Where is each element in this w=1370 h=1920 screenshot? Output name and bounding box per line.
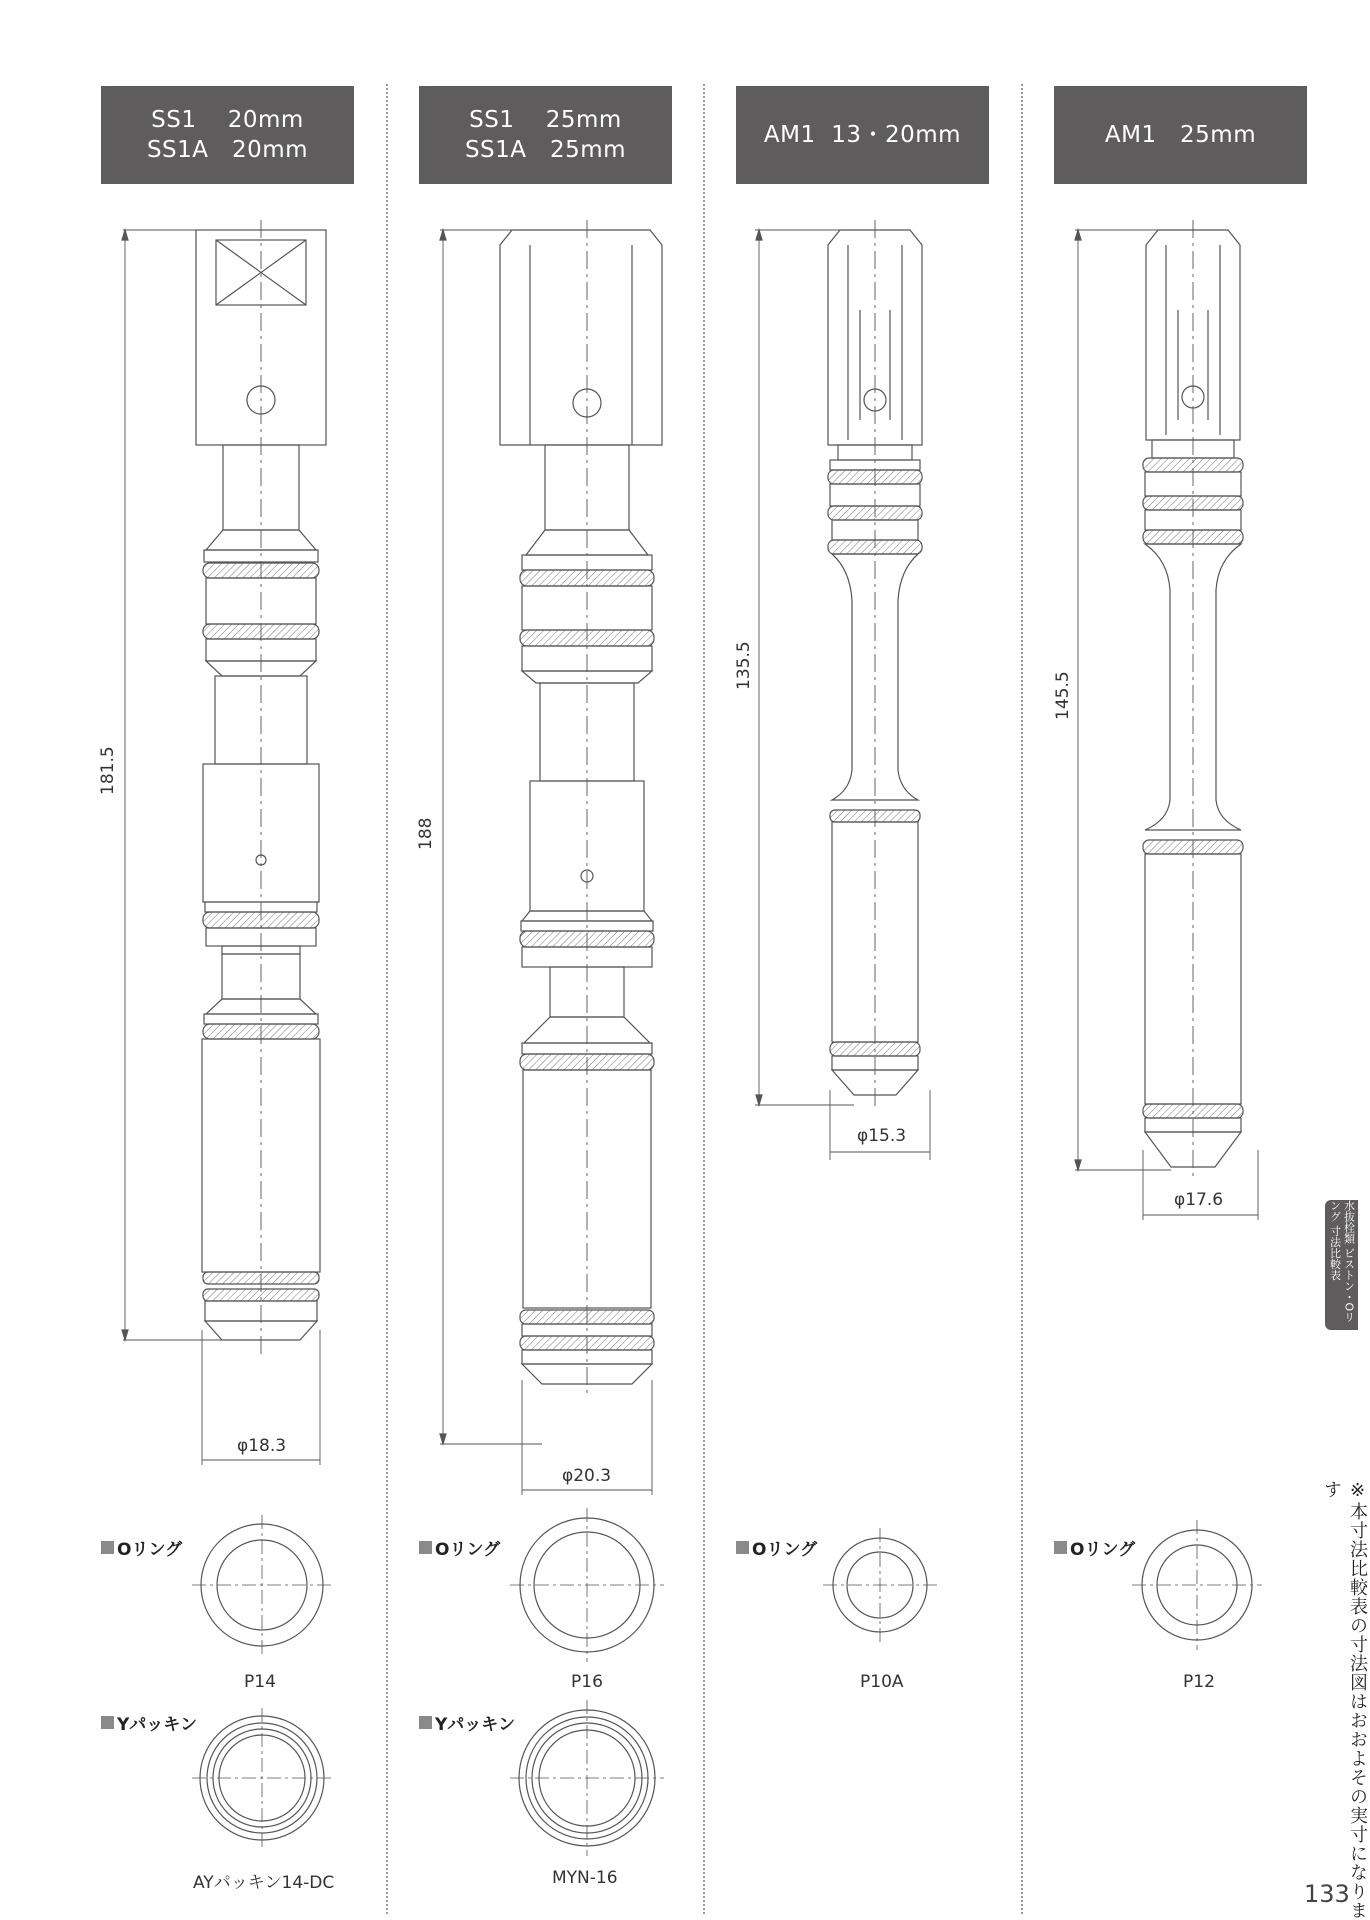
part-oring-col3: P10A — [860, 1672, 904, 1692]
piston-drawing-col2 — [440, 220, 662, 1495]
header-col2-line2: SS1A 25mm — [464, 137, 627, 163]
oring-col2 — [510, 1508, 664, 1662]
oring-col1 — [192, 1515, 332, 1655]
section-label-text: Yパッキン — [117, 1715, 198, 1735]
section-label-ypacking — [419, 1710, 515, 1735]
header-col2-line1: SS1 25mm — [469, 107, 622, 133]
square-bullet-icon — [736, 1541, 749, 1554]
oring-col4 — [1132, 1520, 1262, 1650]
header-col3-line1: AM1 13・20mm — [763, 122, 962, 148]
part-oring-col4: P12 — [1183, 1672, 1215, 1692]
header-col1-line1: SS1 20mm — [151, 107, 304, 133]
section-label-oring — [419, 1535, 500, 1560]
part-oring-col1: P14 — [244, 1672, 276, 1692]
ypacking-col2 — [510, 1700, 664, 1856]
section-label-text: Oリング — [117, 1540, 183, 1560]
dimension-diameter-col1: φ18.3 — [237, 1436, 287, 1456]
section-label-ypacking — [101, 1710, 197, 1735]
dimension-length-col1: 181.5 — [98, 746, 118, 795]
square-bullet-icon — [101, 1716, 114, 1729]
section-label-text: Oリング — [752, 1540, 818, 1560]
section-label-text: Oリング — [435, 1540, 501, 1560]
square-bullet-icon — [1054, 1541, 1067, 1554]
header-col4-line1: AM1 25mm — [1104, 122, 1257, 148]
section-label-text: Yパッキン — [435, 1715, 516, 1735]
header-col1-line2: SS1A 20mm — [146, 137, 309, 163]
ypacking-col1 — [192, 1708, 332, 1848]
section-label-oring — [736, 1535, 817, 1560]
page-number: 133 — [1304, 1880, 1350, 1908]
dimension-length-col4: 145.5 — [1053, 671, 1073, 720]
square-bullet-icon — [101, 1541, 114, 1554]
piston-drawing-col1 — [122, 220, 326, 1465]
square-bullet-icon — [419, 1541, 432, 1554]
piston-drawing-col4 — [1075, 220, 1258, 1220]
part-ypacking-col2: MYN-16 — [552, 1868, 618, 1888]
side-index-tab: 水抜栓類 ピストン・Oリング 寸法比較表 — [1325, 1200, 1358, 1330]
oring-col3 — [823, 1528, 937, 1642]
dimension-length-col3: 135.5 — [734, 641, 754, 690]
footnote: ※本寸法比較表の寸法図はおおよその実寸になります — [1321, 1480, 1368, 1920]
section-label-oring — [101, 1535, 182, 1560]
dimension-length-col2: 188 — [416, 817, 436, 850]
dimension-diameter-col3: φ15.3 — [857, 1126, 907, 1146]
section-label-oring — [1054, 1535, 1135, 1560]
part-oring-col2: P16 — [571, 1672, 603, 1692]
piston-drawing-col3 — [755, 220, 930, 1160]
part-ypacking-col1: AYパッキン14-DC — [193, 1873, 335, 1893]
square-bullet-icon — [419, 1716, 432, 1729]
dimension-diameter-col4: φ17.6 — [1174, 1190, 1224, 1210]
dimension-diameter-col2: φ20.3 — [562, 1466, 612, 1486]
section-label-text: Oリング — [1070, 1540, 1136, 1560]
